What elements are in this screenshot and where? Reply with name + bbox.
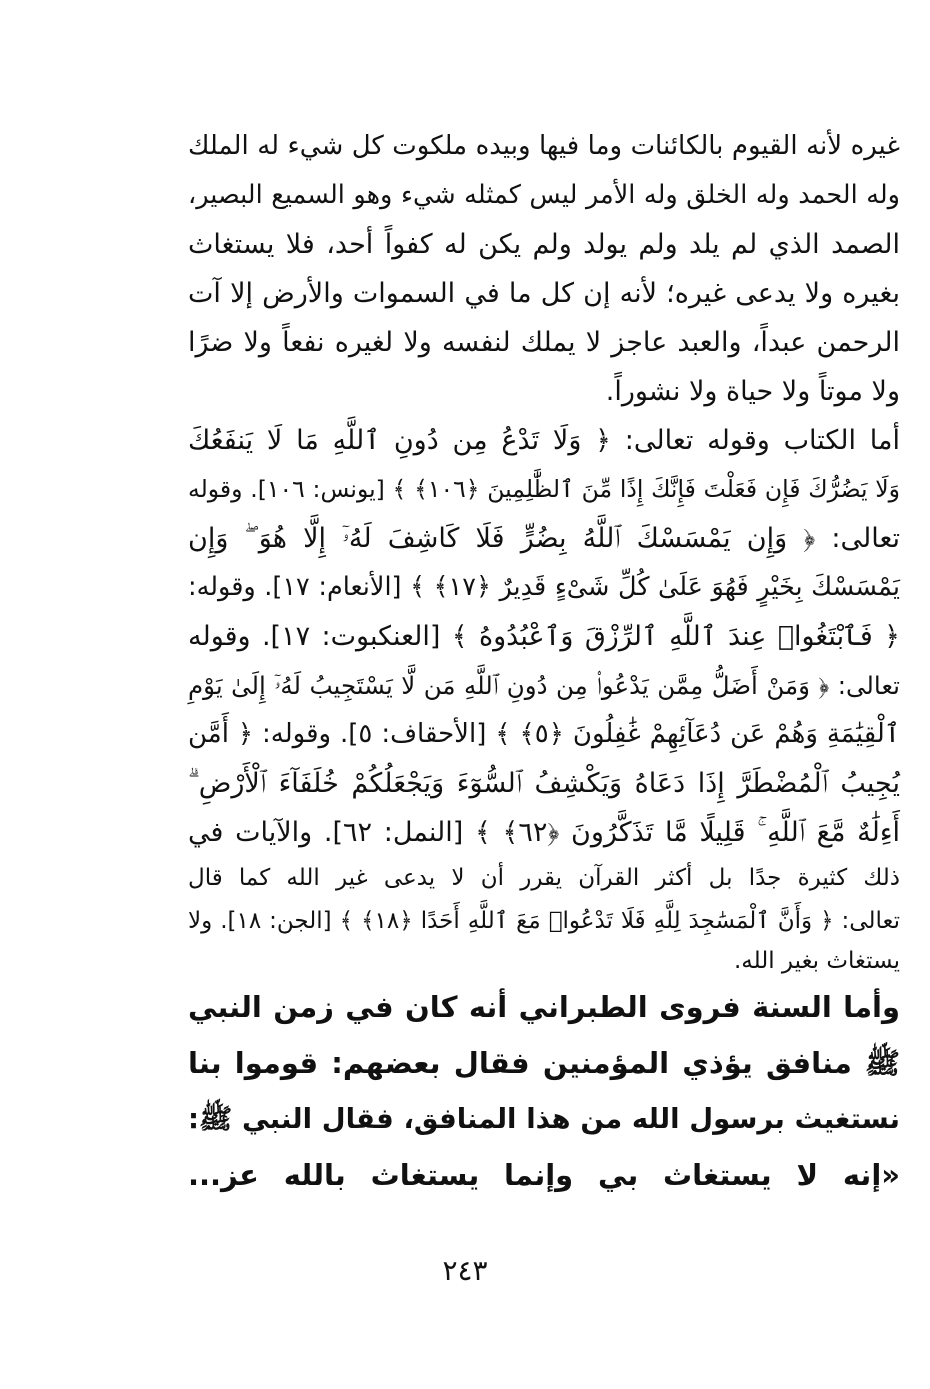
quran-line-9: أَءِلَٰهٌ مَّعَ ٱللَّهِ ۚ قَلِيلًا مَّا تَذَكَّرُونَ ﴿٦٢﴾ ﴾ [النمل: ٦٢]. والآيات في [188,817,901,848]
quran-line-4: يَمْسَسْكَ بِخَيْرٍ فَهُوَ عَلَىٰ كُلِّ شَىْءٍ قَدِيرٌ ﴿١٧﴾ ﴾ [الأنعام: ١٧]. وقوله: [188,572,900,602]
body-line-1: غيره لأنه القيوم بالكائنات وما فيها وبيده ملكوت كل شيء له الملك [188,131,900,161]
quran-line-10: تعالى: ﴿ وَأَنَّ ٱلْمَسَٰجِدَ لِلَّهِ فَلَا تَدْعُوا۟ مَعَ ٱللَّهِ أَحَدًا ﴿١٨﴾ ﴾ [الجن: ١٨]. ولا [188,908,900,934]
quran-line-1: أما الكتاب وقوله تعالى: ﴿ وَلَا تَدْعُ مِن دُونِ ٱللَّهِ مَا لَا يَنفَعُكَ [188,425,900,456]
quran-line-2: وَلَا يَضُرُّكَ فَإِن فَعَلْتَ فَإِنَّكَ إِذًا مِّنَ ٱلظَّٰلِمِينَ ﴿١٠٦﴾ ﴾ [يونس: ١٠٦]. وقوله [188,475,901,503]
sunnah-line-1: وأما السنة فروى الطبراني أنه كان في زمن النبي [188,990,900,1024]
body-line-4: بغيره ولا يدعى غيره؛ لأنه إن كل ما في السموات والأرض إلا آت [188,278,900,309]
page-number: ٢٤٣ [442,1254,488,1287]
sunnah-line-3: نستغيث برسول الله من هذا المنافق، فقال النبي ﷺ: [188,1103,900,1135]
body-line-6: ولا موتاً ولا حياة ولا نشوراً. [605,376,900,407]
quran-line-8: يُجِيبُ ٱلْمُضْطَرَّ إِذَا دَعَاهُ وَيَكْشِفُ ٱلسُّوٓءَ وَيَجْعَلُكُمْ خُلَفَآءَ ٱلْأَرْضِ ۗ [188,768,900,799]
sunnah-line-4: «إنه لا يستغاث بي وإنما يستغاث بالله عز... [188,1158,900,1192]
body-line-7: ذلك كثيرة جدًا بل أكثر القرآن يقرر أن لا يدعى غير الله كما قال [188,865,900,891]
quran-line-5: ﴿ فَٱبْتَغُوا۟ عِندَ ٱللَّهِ ٱلرِّزْقَ وَٱعْبُدُوهُ ﴾ [العنكبوت: ١٧]. وقوله [188,621,901,652]
quran-line-6: تعالى: ﴿ وَمَنْ أَضَلُّ مِمَّن يَدْعُوا۟ مِن دُونِ ٱللَّهِ مَن لَّا يَسْتَجِيبُ لَهُۥٓ إِلَىٰ يَوْمِ [188,671,900,700]
sunnah-line-2: ﷺ منافق يؤذي المؤمنين فقال بعضهم: قوموا بنا [188,1046,900,1080]
body-line-5: الرحمن عبداً، والعبد عاجز لا يملك لنفسه ولا لغيره نفعاً ولا ضرًا [188,327,900,358]
quran-line-7: ٱلْقِيَٰمَةِ وَهُمْ عَن دُعَآئِهِمْ غَٰفِلُونَ ﴿٥﴾ ﴾ [الأحقاف: ٥]. وقوله: ﴿ أَمَّن [188,719,900,749]
quran-line-3: تعالى: ﴿ وَإِن يَمْسَسْكَ ٱللَّهُ بِضُرٍّ فَلَا كَاشِفَ لَهُۥٓ إِلَّا هُوَ ۖ وَإِن [188,523,900,554]
body-line-3: الصمد الذي لم يلد ولم يولد ولم يكن له كفواً أحد، فلا يستغاث [188,229,900,260]
body-line-8: يستغاث بغير الله. [733,948,900,974]
page-body [188,122,900,1203]
body-line-2: وله الحمد وله الخلق وله الأمر ليس كمثله شيء وهو السميع البصير، [188,180,900,210]
